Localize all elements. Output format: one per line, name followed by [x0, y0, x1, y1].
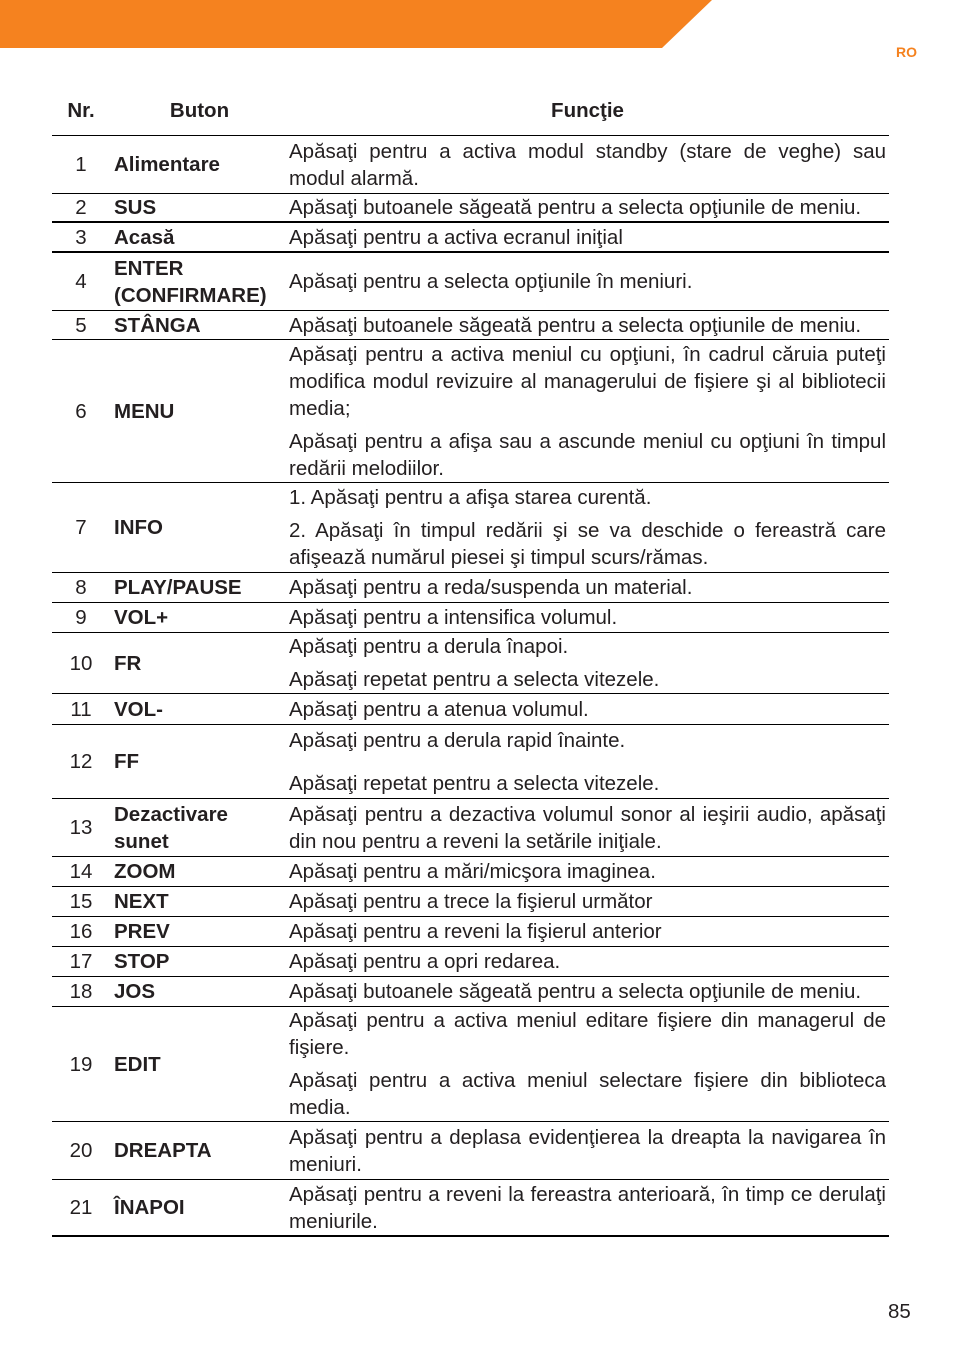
function-description	[285, 633, 889, 693]
button-name: PREV	[114, 920, 170, 943]
function-description	[285, 977, 889, 1006]
table-row	[52, 917, 889, 947]
button-name: ENTER (CONFIRMARE)	[114, 256, 267, 307]
row-number: 18	[69, 980, 93, 1003]
button-name: ZOOM	[114, 860, 176, 883]
function-description	[285, 194, 889, 221]
button-name: INFO	[114, 516, 163, 539]
button-name: PLAY/PAUSE	[114, 576, 242, 599]
row-number: 9	[75, 606, 87, 629]
function-paragraph: Apăsaţi pentru a selecta opţiunile în meniuri.	[289, 270, 693, 293]
row-number: 21	[69, 1196, 93, 1219]
function-paragraph: Apăsaţi pentru a intensifica volumul.	[289, 606, 618, 629]
function-description	[285, 603, 889, 632]
row-number: 13	[69, 816, 93, 839]
table-row	[52, 253, 889, 311]
function-paragraph: Apăsaţi pentru a activa modul standby (stare de veghe) sau modul alarmă.	[289, 139, 886, 190]
function-paragraph: Apăsaţi pentru a activa ecranul iniţial	[289, 225, 623, 249]
language-tag: RO	[896, 44, 917, 60]
button-name: STOP	[114, 950, 170, 973]
header-button: Buton	[169, 99, 230, 122]
orange-header-band	[0, 0, 712, 48]
table-row	[52, 694, 889, 725]
function-paragraph: Apăsaţi pentru a deplasa evidenţierea la dreapta la navigarea în meniuri.	[289, 1125, 886, 1176]
function-description	[285, 947, 889, 976]
function-description	[285, 136, 889, 193]
row-number: 15	[69, 890, 93, 913]
function-paragraph: Apăsaţi pentru a activa meniul cu opţiuni, în cadrul căruia puteţi modifica modul revizuire al managerului de fişiere şi al bibliotecii media;	[289, 342, 886, 420]
function-paragraph: Apăsaţi pentru a reveni la fişierul anterior	[289, 920, 662, 943]
function-description	[285, 725, 889, 798]
button-name: JOS	[114, 980, 156, 1003]
row-number: 19	[69, 1052, 93, 1076]
table-row	[52, 799, 889, 857]
function-description	[285, 253, 889, 310]
table-row	[52, 947, 889, 977]
button-name: EDIT	[114, 1052, 161, 1076]
row-number: 12	[69, 750, 93, 773]
table-row	[52, 1122, 889, 1180]
button-name: FR	[114, 651, 142, 675]
button-name: Acasă	[114, 225, 175, 249]
function-paragraph: Apăsaţi pentru a derula rapid înainte.	[289, 728, 626, 752]
button-name: Alimentare	[114, 153, 220, 176]
table-row	[52, 311, 889, 340]
function-description	[285, 573, 889, 602]
row-number: 17	[69, 950, 93, 973]
table-row	[52, 136, 889, 194]
function-description	[285, 223, 889, 251]
table-row	[52, 194, 889, 223]
function-paragraph: Apăsaţi pentru a trece la fişierul următor	[289, 890, 653, 913]
function-table	[52, 96, 889, 1237]
function-paragraph: Apăsaţi pentru a opri redarea.	[289, 950, 561, 973]
function-paragraph: Apăsaţi pentru a derula înapoi.	[289, 635, 569, 658]
row-number: 6	[75, 399, 87, 423]
function-paragraph: Apăsaţi pentru a afişa sau a ascunde meniul cu opţiuni în timpul redării melodiilor.	[289, 429, 886, 480]
button-name: STÂNGA	[114, 313, 201, 337]
table-row	[52, 857, 889, 887]
table-row	[52, 725, 889, 799]
table-row	[52, 223, 889, 253]
table-row	[52, 483, 889, 573]
function-paragraph: Apăsaţi pentru a dezactiva volumul sonor al ieşirii audio, apăsaţi din nou pentru a reveni la setările iniţiale.	[289, 802, 886, 853]
row-number: 20	[69, 1139, 93, 1162]
table-row	[52, 1180, 889, 1237]
row-number: 14	[69, 860, 93, 883]
page-number: 85	[888, 1300, 911, 1323]
row-number: 16	[69, 920, 93, 943]
function-description	[285, 694, 889, 724]
row-number: 5	[75, 313, 87, 337]
function-description	[285, 311, 889, 339]
button-name: FF	[114, 750, 140, 773]
row-number: 2	[75, 196, 87, 219]
table-row	[52, 1007, 889, 1122]
button-name: NEXT	[114, 890, 169, 913]
table-row	[52, 573, 889, 603]
row-number: 4	[75, 270, 87, 293]
button-name: DREAPTA	[114, 1139, 212, 1162]
row-number: 11	[70, 697, 92, 721]
row-number: 3	[75, 225, 87, 249]
button-name: VOL-	[114, 697, 163, 721]
button-name: MENU	[114, 399, 175, 423]
function-description	[285, 483, 889, 572]
table-row	[52, 977, 889, 1007]
button-name: ÎNAPOI	[114, 1196, 185, 1219]
function-paragraph: Apăsaţi butoanele săgeată pentru a selecta opţiunile de meniu.	[289, 313, 862, 337]
button-name: VOL+	[114, 606, 169, 629]
function-paragraph: 2. Apăsaţi în timpul redării şi se va deschide o fereastră care afişează numărul piesei şi timpul scurs/rămas.	[289, 519, 886, 569]
row-number: 7	[75, 516, 87, 539]
table-row	[52, 340, 889, 483]
function-paragraph: Apăsaţi pentru a reda/suspenda un material.	[289, 576, 693, 599]
function-description	[285, 917, 889, 946]
function-description	[285, 1007, 889, 1121]
button-name: SUS	[114, 196, 157, 219]
function-paragraph: Apăsaţi pentru a activa meniul editare fişiere din managerul de fişiere.	[289, 1009, 886, 1059]
function-paragraph: Apăsaţi pentru a atenua volumul.	[289, 697, 589, 721]
table-body	[52, 136, 889, 1237]
row-number: 8	[75, 576, 87, 599]
function-paragraph: Apăsaţi pentru a reveni la fereastra anterioară, în timp ce derulaţi meniurile.	[289, 1182, 886, 1233]
table-row	[52, 603, 889, 633]
function-paragraph: Apăsaţi butoanele săgeată pentru a selecta opţiunile de meniu.	[289, 196, 862, 219]
header-nr: Nr.	[67, 99, 95, 122]
table-row	[52, 633, 889, 694]
function-description	[285, 340, 889, 482]
function-paragraph: Apăsaţi repetat pentru a selecta vitezele.	[289, 668, 660, 691]
row-number: 10	[69, 651, 93, 675]
function-paragraph: Apăsaţi pentru a activa meniul selectare fişiere din biblioteca media.	[289, 1069, 886, 1119]
function-paragraph: Apăsaţi pentru a mări/micşora imaginea.	[289, 860, 656, 883]
function-paragraph: 1. Apăsaţi pentru a afişa starea curentă.	[289, 486, 652, 509]
function-paragraph: Apăsaţi butoanele săgeată pentru a selecta opţiunile de meniu.	[289, 980, 862, 1003]
row-number: 1	[75, 153, 87, 176]
function-paragraph: Apăsaţi repetat pentru a selecta vitezele.	[289, 771, 660, 795]
function-description	[285, 1180, 889, 1235]
function-description	[285, 1122, 889, 1179]
table-row	[52, 887, 889, 917]
function-description	[285, 887, 889, 916]
function-description	[285, 857, 889, 886]
function-description	[285, 799, 889, 856]
table-header-row	[52, 96, 889, 136]
button-name: Dezactivare sunet	[114, 802, 228, 853]
header-function: Funcţie	[551, 99, 624, 122]
